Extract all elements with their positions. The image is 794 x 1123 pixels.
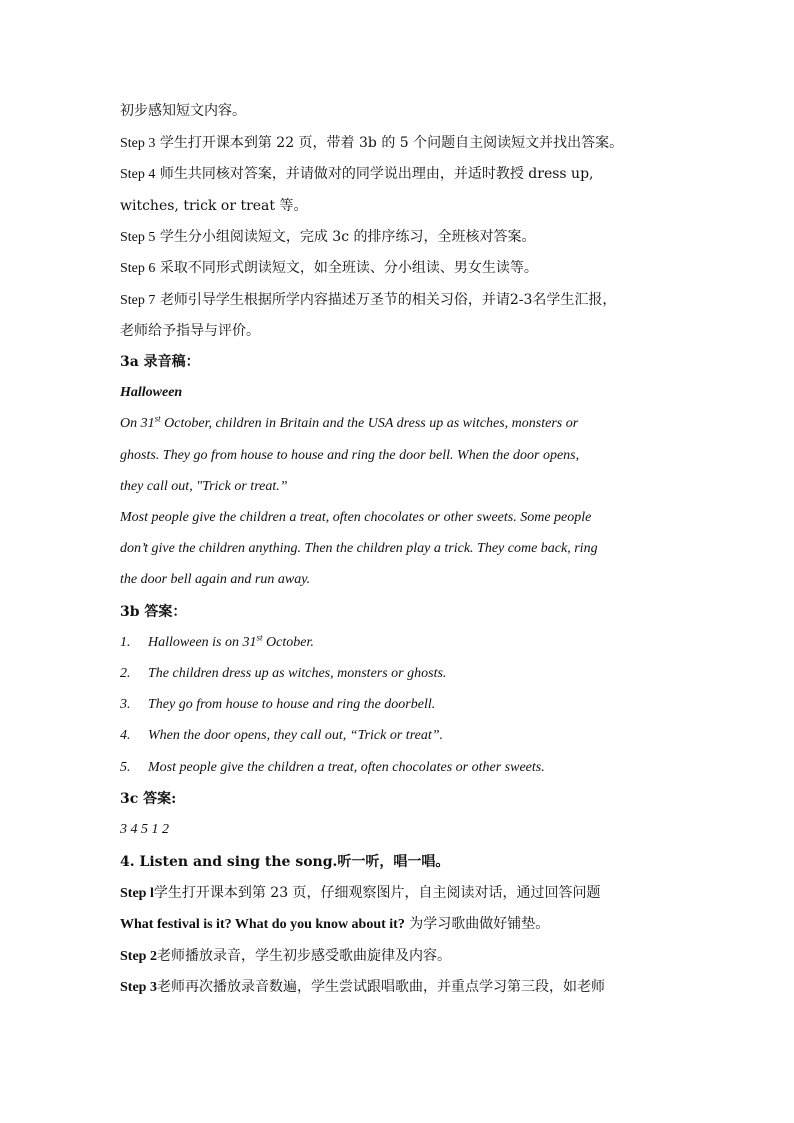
transcript-line: Most people give the children a treat, often chocolates or other sweets. Some people bbox=[120, 510, 592, 525]
step-4-continuation: witches, trick or treat 等。 bbox=[120, 198, 308, 214]
step-label: Step 5 bbox=[120, 230, 156, 245]
answer-text: October. bbox=[262, 635, 314, 650]
question-text: What festival is it? What do you know about it? bbox=[120, 917, 405, 932]
step-label: Step 3 bbox=[120, 980, 157, 995]
answer-number: 3. bbox=[120, 697, 131, 712]
step-3-line bbox=[120, 133, 684, 153]
answer-item bbox=[120, 726, 684, 746]
transcript-line bbox=[120, 414, 684, 434]
answers-3c-value: 3 4 5 1 2 bbox=[120, 822, 169, 837]
step-7-line bbox=[120, 290, 684, 310]
transcript-heading: 3a 录音稿： bbox=[120, 354, 200, 370]
answer-item bbox=[120, 695, 684, 715]
section-4-heading: 4. Listen and sing the song.听一听，唱一唱。 bbox=[120, 854, 450, 870]
transcript-line: don’t give the children anything. Then the children play a trick. They come back, ring bbox=[120, 541, 598, 556]
step-text: 学生分小组阅读短文，完成 3c 的排序练习，全班核对答案。 bbox=[159, 229, 536, 245]
step-label: Step 6 bbox=[120, 261, 156, 276]
step-text: 老师再次播放录音数遍，学生尝试跟唱歌曲，并重点学习第三段，如老师 bbox=[156, 979, 605, 995]
section-4-step-3 bbox=[120, 977, 684, 997]
step-5-line bbox=[120, 227, 684, 247]
step-4-line bbox=[120, 164, 684, 184]
transcript-title: Halloween bbox=[120, 385, 183, 400]
answer-number: 1. bbox=[120, 635, 131, 650]
answer-text: The children dress up as witches, monsters or ghosts. bbox=[148, 666, 447, 681]
superscript: st bbox=[256, 632, 263, 643]
answer-item bbox=[120, 664, 684, 684]
step-text: 老师引导学生根据所学内容描述万圣节的相关习俗，并请2-3名学生汇报， bbox=[159, 292, 617, 308]
section-4-step-1 bbox=[120, 883, 684, 903]
answer-text: Most people give the children a treat, often chocolates or other sweets. bbox=[148, 760, 545, 775]
step-text: 为学习歌曲做好铺垫。 bbox=[404, 916, 550, 932]
answer-number: 4. bbox=[120, 728, 131, 743]
step-label: Step 2 bbox=[120, 949, 157, 964]
answer-number: 2. bbox=[120, 666, 131, 681]
step-6-line bbox=[120, 258, 684, 278]
transcript-line: they call out, "Trick or treat.” bbox=[120, 479, 288, 494]
step-7-continuation: 老师给予指导与评价。 bbox=[120, 323, 260, 339]
text: On 31 bbox=[120, 416, 155, 431]
transcript-line: the door bell again and run away. bbox=[120, 572, 311, 587]
text: October, children in Britain and the USA dress up as witches, monsters or bbox=[160, 416, 579, 431]
step-text: 老师播放录音，学生初步感受歌曲旋律及内容。 bbox=[156, 948, 451, 964]
step-label: Step 4 bbox=[120, 167, 156, 182]
answer-text: Halloween is on 31 bbox=[148, 635, 257, 650]
answer-text: They go from house to house and ring the doorbell. bbox=[148, 697, 436, 712]
step-label: Step l bbox=[120, 886, 154, 901]
step-text: 师生共同核对答案，并请做对的同学说出理由，并适时教授 dress up, bbox=[159, 166, 594, 182]
section-4-step-1-continuation bbox=[120, 914, 684, 934]
answers-3c-heading: 3c 答案: bbox=[120, 791, 177, 807]
step-label: Step 7 bbox=[120, 293, 156, 308]
section-4-step-2 bbox=[120, 946, 684, 966]
answers-3b-heading: 3b 答案： bbox=[120, 604, 187, 620]
step-text: 采取不同形式朗读短文，如全班读、分小组读、男女生读等。 bbox=[159, 260, 538, 276]
step-text: 学生打开课本到第 23 页，仔细观察图片，自主阅读对话，通过回答问题 bbox=[153, 885, 601, 901]
answer-item bbox=[120, 633, 684, 653]
answer-number: 5. bbox=[120, 760, 131, 775]
step-label: Step 3 bbox=[120, 136, 156, 151]
answer-item bbox=[120, 758, 684, 778]
superscript: st bbox=[154, 413, 161, 424]
answer-text: When the door opens, they call out, “Trick or treat”. bbox=[148, 728, 444, 743]
intro-continuation: 初步感知短文内容。 bbox=[120, 103, 246, 119]
step-text: 学生打开课本到第 22 页，带着 3b 的 5 个问题自主阅读短文并找出答案。 bbox=[159, 135, 624, 151]
transcript-line: ghosts. They go from house to house and ring the door bell. When the door opens, bbox=[120, 448, 580, 463]
